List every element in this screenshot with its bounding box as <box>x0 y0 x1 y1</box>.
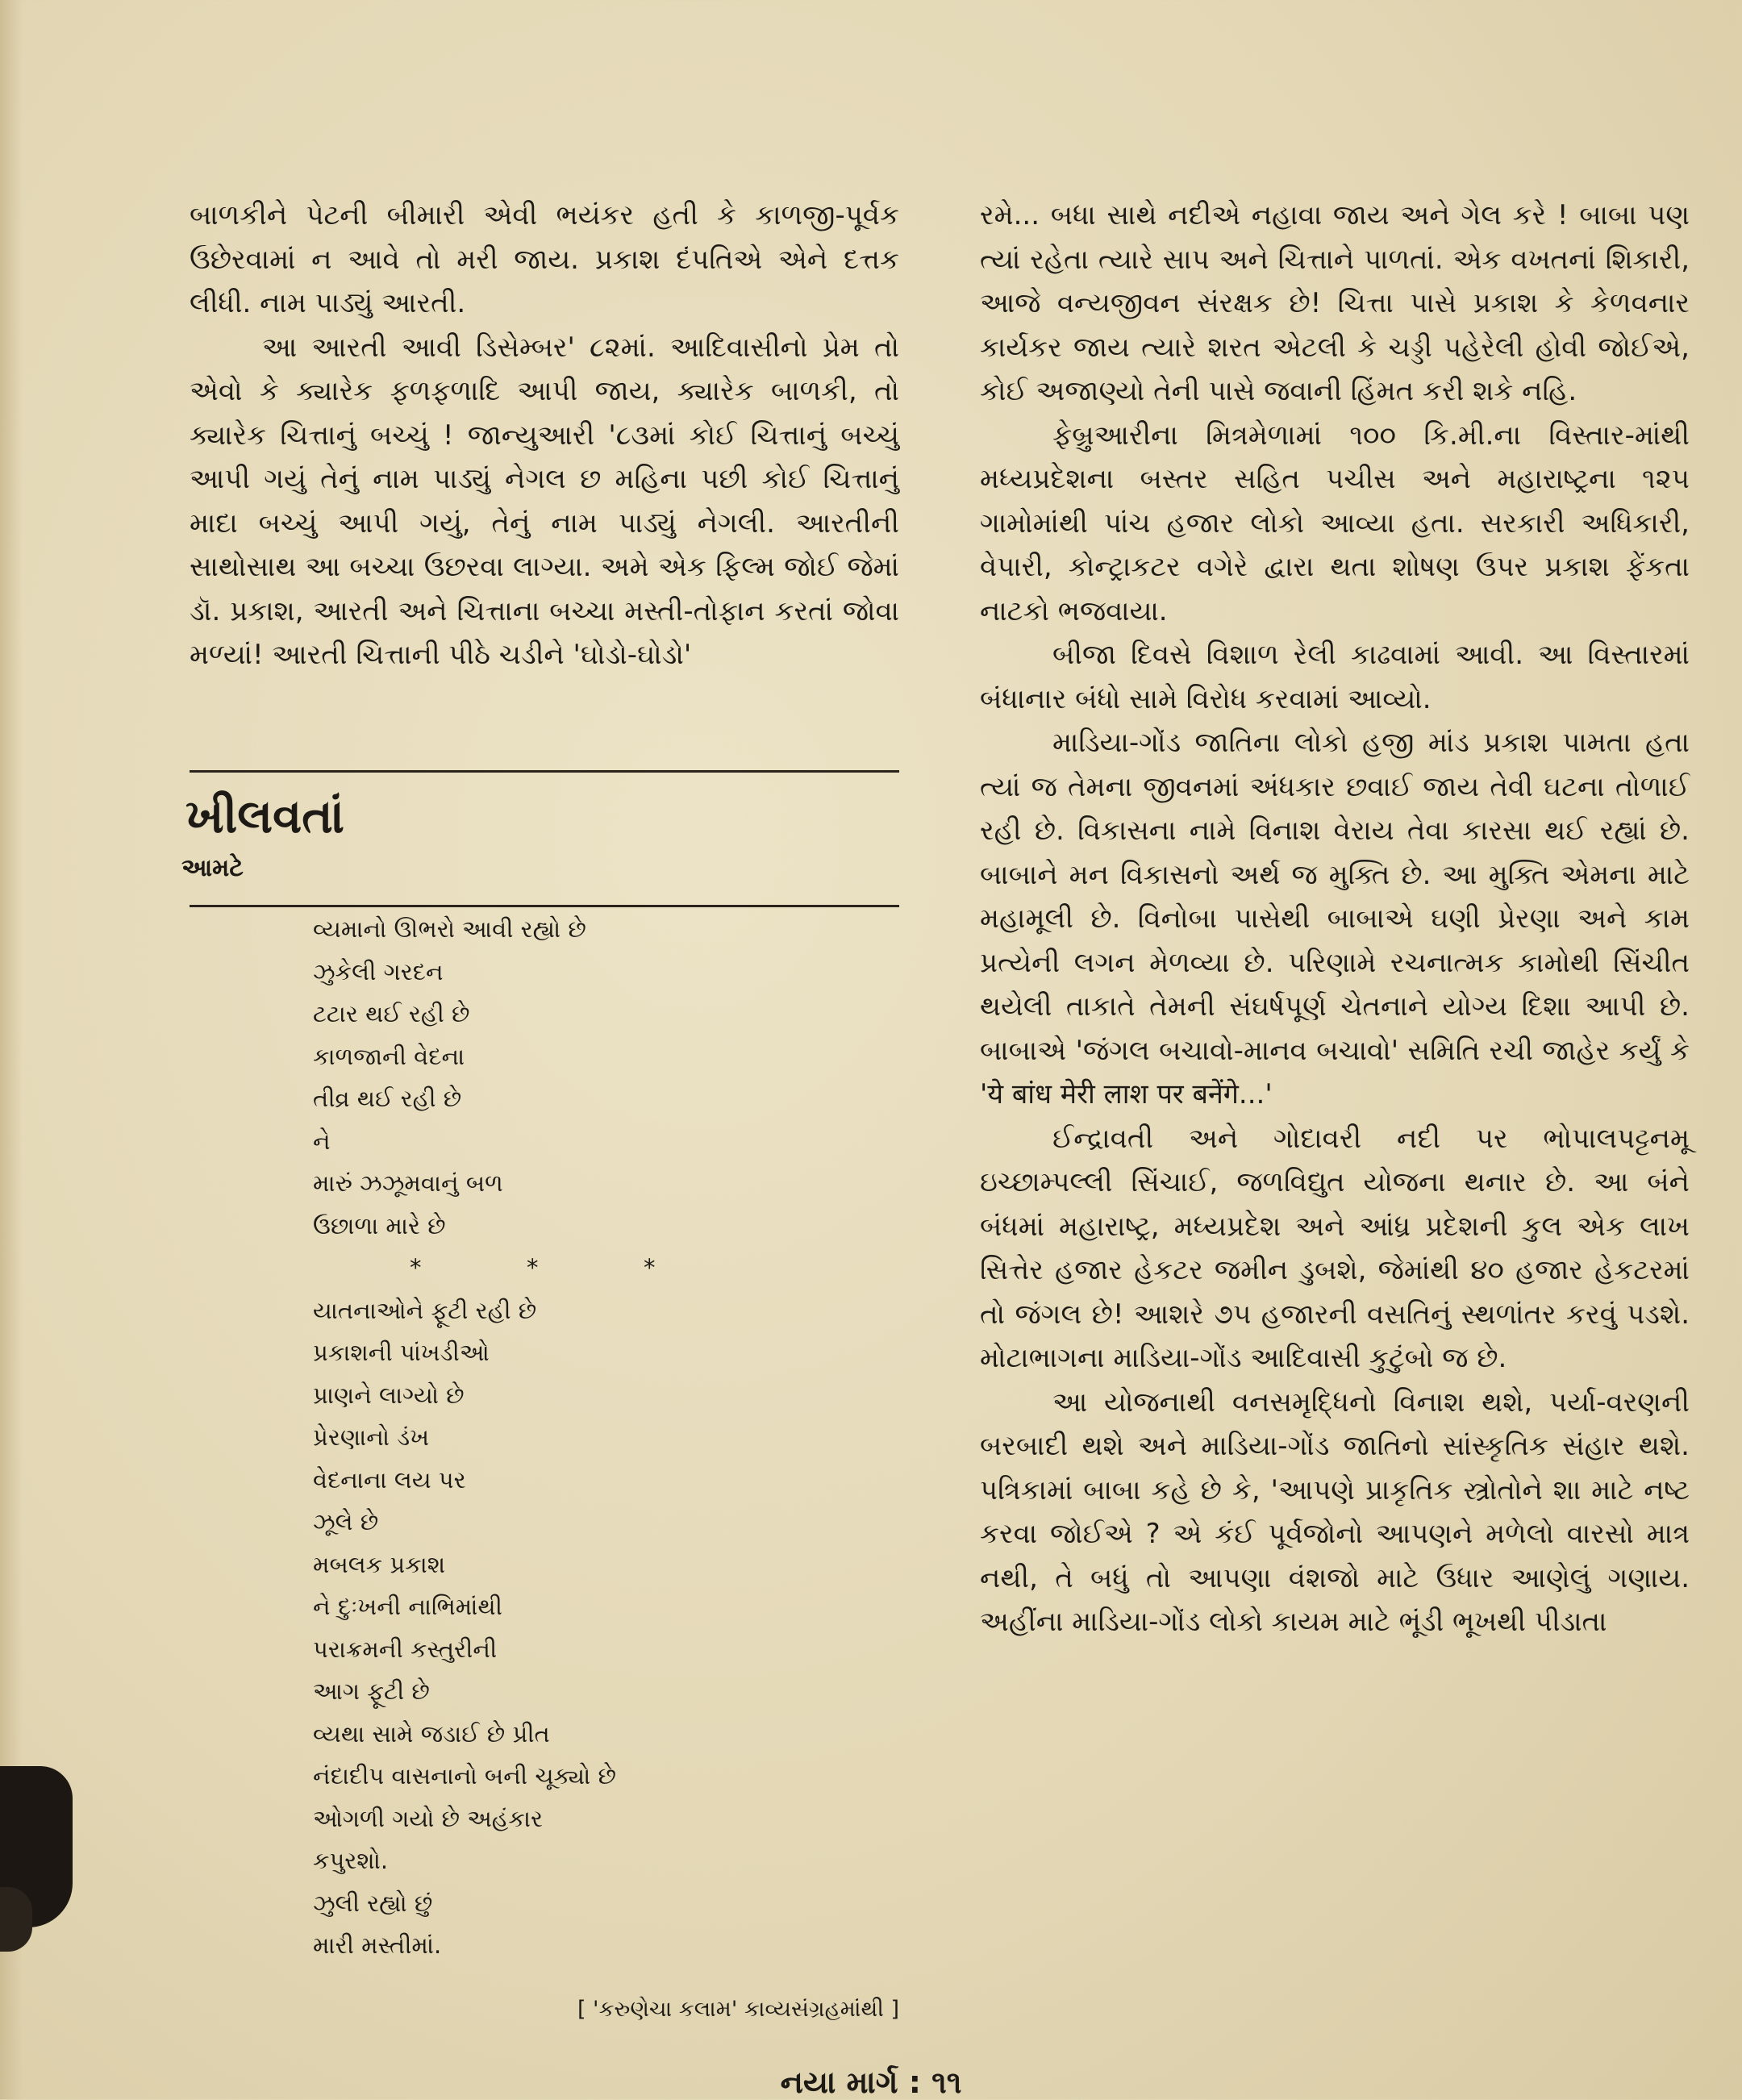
poem-line: મારી મસ્તીમાં. <box>313 1931 442 1959</box>
poem-line: ઝુકેલી ગરદન <box>313 957 444 985</box>
poem-line: વ્યમાનો ઊભરો આવી રહ્યો છે <box>313 915 586 943</box>
poem-line: કપુરશો. <box>313 1847 389 1874</box>
star: * <box>527 1254 542 1281</box>
poem-title: ખીલવતાં <box>185 789 344 844</box>
poem-line: પરાક્રમની કસ્તુરીની <box>313 1635 498 1663</box>
poem-line: મબલક પ્રકાશ <box>313 1550 446 1578</box>
right-paragraph: રમે... બધા સાથે નદીએ નહાવા જાય અને ગેલ કરે ! બાબા પણ ત્યાં રહેતા ત્યારે સાપ અને ચિત્તાને પાળતાં. એક વખતનાં શિકારી, આજે વન્યજીવન સંરક્ષક છે! ચિત્તા પાસે પ્રકાશ કે કેળવનાર કાર્યકર જાય ત્યારે શરત એટલી કે ચડ્ડી પહેરેલી હોવી જોઈએ, કોઈ અજાણ્યો તેની પાસે જવાની હિંમત કરી શકે નહિ. <box>980 199 1690 407</box>
poem-line: પ્રકાશની પાંખડીઓ <box>313 1339 490 1366</box>
right-paragraph: ફેબ્રુઆરીના મિત્રમેળામાં ૧૦૦ કિ.મી.ના વિસ્તાર-માંથી મધ્યપ્રદેશના બસ્તર સહિત પચીસ અને મહારાષ્ટ્રના ૧૨૫ ગામોમાંથી પાંચ હજાર લોકો આવ્યા હતા. સરકારી અધિકારી, વેપારી, કોન્ટ્રાકટર વગેરે દ્વારા થતા શોષણ ઉપર પ્રકાશ ફેંકતા નાટકો ભજવાયા. <box>980 419 1690 627</box>
star: * <box>644 1254 659 1281</box>
poem-line: ઝુલી રહ્યો છું <box>313 1889 433 1917</box>
left-column <box>190 194 899 677</box>
right-paragraph: બીજા દિવસે વિશાળ રેલી કાઢવામાં આવી. આ વિસ્તારમાં બંધાનાર બંધો સામે વિરોધ કરવામાં આવ્યો. <box>980 639 1690 715</box>
poem-line: તીવ્ર થઈ રહી છે <box>313 1085 462 1112</box>
poem-line: ને <box>313 1127 331 1155</box>
poem-line: યાતનાઓને ફૂટી રહી છે <box>313 1296 537 1324</box>
poem-line: પ્રેરણાનો ડંખ <box>313 1423 430 1451</box>
poem-divider <box>190 905 899 907</box>
stanza-separator <box>313 1247 894 1290</box>
left-paragraph: આ આરતી આવી ડિસેમ્બર' ૮૨માં. આદિવાસીનો પ્રેમ તો એવો કે ક્યારેક ફળફળાદિ આપી જાય, ક્યારેક બાળકી, તો ક્યારેક ચિત્તાનું બચ્ચું ! જાન્યુઆરી '૮૩માં કોઈ ચિત્તાનું બચ્ચું આપી ગયું તેનું નામ પાડ્યું નેગલ છ મહિના પછી કોઈ ચિત્તાનું માદા બચ્ચું આપી ગયું, તેનું નામ પાડ્યું નેગલી. આરતીની સાથોસાથ આ બચ્ચા ઉછરવા લાગ્યા. અમે એક ફિલ્મ જોઈ જેમાં ડૉ. પ્રકાશ, આરતી અને ચિત્તાના બચ્ચા મસ્તી-તોફાન કરતાં જોવા મળ્યાં! આરતી ચિત્તાની પીઠે ચડીને 'ઘોડો-ઘોડો' <box>190 331 899 671</box>
poem-body <box>313 908 894 1967</box>
poem-line: ને દુઃખની નાભિમાંથી <box>313 1593 502 1620</box>
poem-line: મારું ઝઝૂમવાનું બળ <box>313 1169 503 1197</box>
right-paragraph: માડિયા-ગોંડ જાતિના લોકો હજી માંડ પ્રકાશ પામતા હતા ત્યાં જ તેમના જીવનમાં અંધકાર છવાઈ જાય તેવી ઘટના તોળાઈ રહી છે. વિકાસના નામે વિનાશ વેરાય તેવા કારસા થઈ રહ્યાં છે. બાબાને મન વિકાસનો અર્થ જ મુક્તિ છે. આ મુક્તિ એમના માટે મહામૂલી છે. વિનોબા પાસેથી બાબાએ ઘણી પ્રેરણા અને કામ પ્રત્યેની લગન મેળવ્યા છે. પરિણામે રચનાત્મક કામોથી સિંચીત થયેલી તાકાતે તેમની સંઘર્ષપૂર્ણ ચેતનાને યોગ્ય દિશા આપી છે. બાબાએ 'જંગલ બચાવો-માનવ બચાવો' સમિતિ રચી જાહેર કર્યું કે 'ये बांध मेरी लाश पर बनेंगे...' <box>980 727 1690 1110</box>
poem-source: [ 'કરુણેચા કલામ' કાવ્યસંગ્રહમાંથી ] <box>577 1997 899 2022</box>
section-divider <box>190 770 899 773</box>
ink-stain-small <box>0 1887 32 1952</box>
right-column <box>980 194 1690 1644</box>
poem-line: વ્યથા સામે જડાઈ છે પ્રીત <box>313 1719 550 1748</box>
poem-line: ટટાર થઈ રહી છે <box>313 1000 470 1027</box>
right-paragraph: ઈન્દ્રાવતી અને ગોદાવરી નદી પર ભોપાલપટ્ટનમૂ ઇચ્છામ્પલ્લી સિંચાઈ, જળવિદ્યુત યોજના થનાર છે. આ બંને બંધમાં મહારાષ્ટ્ર, મધ્યપ્રદેશ અને આંધ્ર પ્રદેશની કુલ એક લાખ સિત્તેર હજાર હેકટર જમીન ડુબશે, જેમાંથી ૪૦ હજાર હેકટરમાં તો જંગલ છે! આશરે ૭૫ હજારની વસતિનું સ્થળાંતર કરવું પડશે. મોટાભાગના માડિયા-ગોંડ આદિવાસી કુટુંબો જ છે. <box>980 1122 1690 1374</box>
poem-line: આગ ફૂટી છે <box>313 1677 430 1705</box>
right-paragraph: આ યોજનાથી વનસમૃદ્ધિનો વિનાશ થશે, પર્યા-વરણની બરબાદી થશે અને માડિયા-ગોંડ જાતિનો સાંસ્કૃતિક સંહાર થશે. પત્રિકામાં બાબા કહે છે કે, 'આપણે પ્રાકૃતિક સ્ત્રોતોને શા માટે નષ્ટ કરવા જોઈએ ? એ કંઈ પૂર્વજોનો આપણને મળેલો વારસો માત્ર નથી, તે બધું તો આપણા વંશજો માટે ઉધાર આણેલું ગણાય. અહીંના માડિયા-ગોંડ લોકો કાયમ માટે ભૂંડી ભૂખથી પીડાતા <box>980 1385 1690 1638</box>
left-paragraph: બાળકીને પેટની બીમારી એવી ભયંકર હતી કે કાળજી-પૂર્વક ઉછેરવામાં ન આવે તો મરી જાય. પ્રકાશ દંપતિએ એને દત્તક લીધી. નામ પાડ્યું આરતી. <box>190 199 899 319</box>
poem-author: આમટે <box>181 854 244 882</box>
star: * <box>410 1254 425 1281</box>
poem-line: નંદાદીપ વાસનાનો બની ચૂક્યો છે <box>313 1762 616 1790</box>
poem-line: વેદનાના લય પર <box>313 1465 466 1494</box>
poem-line: પ્રાણને લાગ્યો છે <box>313 1381 465 1409</box>
poem-line: ઓગળી ગયો છે અહંકાર <box>313 1804 544 1832</box>
poem-line: ઉછાળા મારે છે <box>313 1211 446 1240</box>
page-footer: નયા માર્ગ : ૧૧ <box>780 2065 962 2100</box>
poem-line: કાળજાની વેદના <box>313 1042 465 1070</box>
poem-line: ઝૂલે છે <box>313 1508 379 1535</box>
